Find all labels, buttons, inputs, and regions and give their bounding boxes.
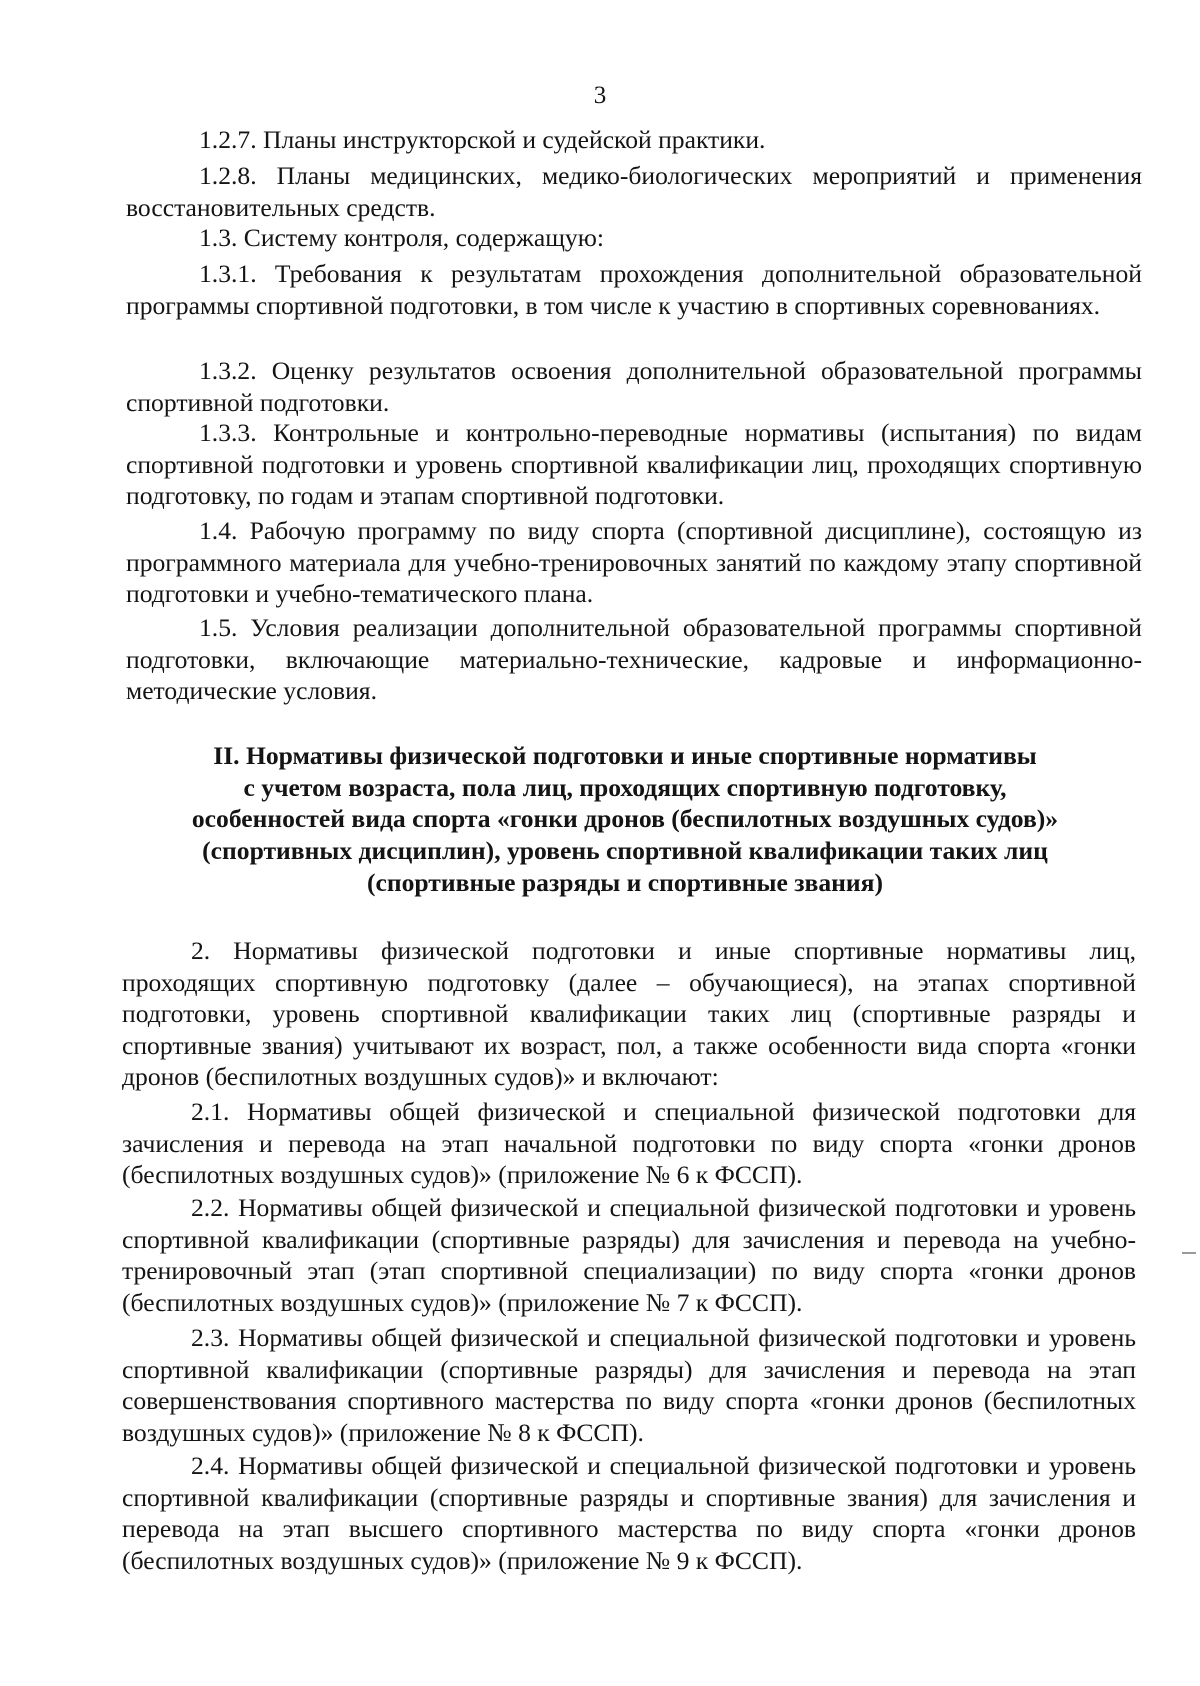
paragraph-2-4: 2.4. Нормативы общей физической и специальной физической подготовки и уровень спортивной квалификации (спортивные разряды и спортивные звания) для зачисления и перевода на этап высшего спортивного мастерства по виду спорта «гонки дронов (беспилотных воздушных судов)» (приложение № 9 к ФССП). [122,1451,1136,1575]
paragraph-1-3-1: 1.3.1. Требования к результатам прохождения дополнительной образовательной программы спортивной подготовки, в том числе к участию в спортивных соревнованиях. [126,259,1142,320]
page-number: 3 [593,82,607,109]
paragraph-1-3-2: 1.3.2. Оценку результатов освоения дополнительной образовательной программы спортивной подготовки. [126,356,1142,417]
paragraph-1-3: 1.3. Систему контроля, содержащую: [199,223,604,252]
heading-line-4: (спортивных дисциплин), уровень спортивной квалификации таких лиц [202,836,1048,866]
paragraph-2-1: 2.1. Нормативы общей физической и специальной физической подготовки для зачисления и перевода на этап начальной подготовки по виду спорта «гонки дронов (беспилотных воздушных судов)» (приложение № 6 к ФССП). [122,1097,1136,1190]
paragraph-1-4: 1.4. Рабочую программу по виду спорта (спортивной дисциплине), состоящую из программного материала для учебно-тренировочных занятий по каждому этапу спортивной подготовки и учебно-тематического плана. [126,516,1142,609]
heading-line-3: особенностей вида спорта «гонки дронов (беспилотных воздушных судов)» [191,804,1059,834]
paragraph-1-2-7: 1.2.7. Планы инструкторской и судейской практики. [199,125,766,154]
paragraph-1-3-3: 1.3.3. Контрольные и контрольно-переводные нормативы (испытания) по видам спортивной подготовки и уровень спортивной квалификации лиц, проходящих спортивную подготовку, по годам и этапам спортивной подготовки. [126,418,1142,511]
heading-line-5: (спортивные разряды и спортивные звания) [366,867,883,897]
paragraph-1-2-8: 1.2.8. Планы медицинских, медико-биологических мероприятий и применения восстановительных средств. [126,161,1142,222]
paragraph-1-5: 1.5. Условия реализации дополнительной образовательной программы спортивной подготовки, включающие материально-технические, кадровые и информационно-методические условия. [126,613,1142,706]
paragraph-2: 2. Нормативы физической подготовки и иные спортивные нормативы лиц, проходящих спортивную подготовку (далее – обучающиеся), на этапах спортивной подготовки, уровень спортивной квалификации таких лиц (спортивные разряды и спортивные звания) учитывают их возраст, пол, а также особенности вида спорта «гонки дронов (беспилотных воздушных судов)» и включают: [122,936,1136,1092]
paragraph-2-2: 2.2. Нормативы общей физической и специальной физической подготовки и уровень спортивной квалификации (спортивные разряды) для зачисления и перевода на учебно-тренировочный этап (этап спортивной специализации) по виду спорта «гонки дронов (беспилотных воздушных судов)» (приложение № 7 к ФССП). [122,1193,1136,1317]
section-heading [150,740,1100,899]
heading-line-1: II. Нормативы физической подготовки и иные спортивные нормативы [213,741,1037,770]
heading-line-2: с учетом возраста, пола лиц, проходящих спортивную подготовку, [243,772,1007,802]
paragraph-2-3: 2.3. Нормативы общей физической и специальной физической подготовки и уровень спортивной квалификации (спортивные разряды) для зачисления и перевода на этап совершенствования спортивного мастерства по виду спорта «гонки дронов (беспилотных воздушных судов)» (приложение № 8 к ФССП). [122,1323,1136,1447]
scan-edge-mark [1182,1252,1196,1254]
